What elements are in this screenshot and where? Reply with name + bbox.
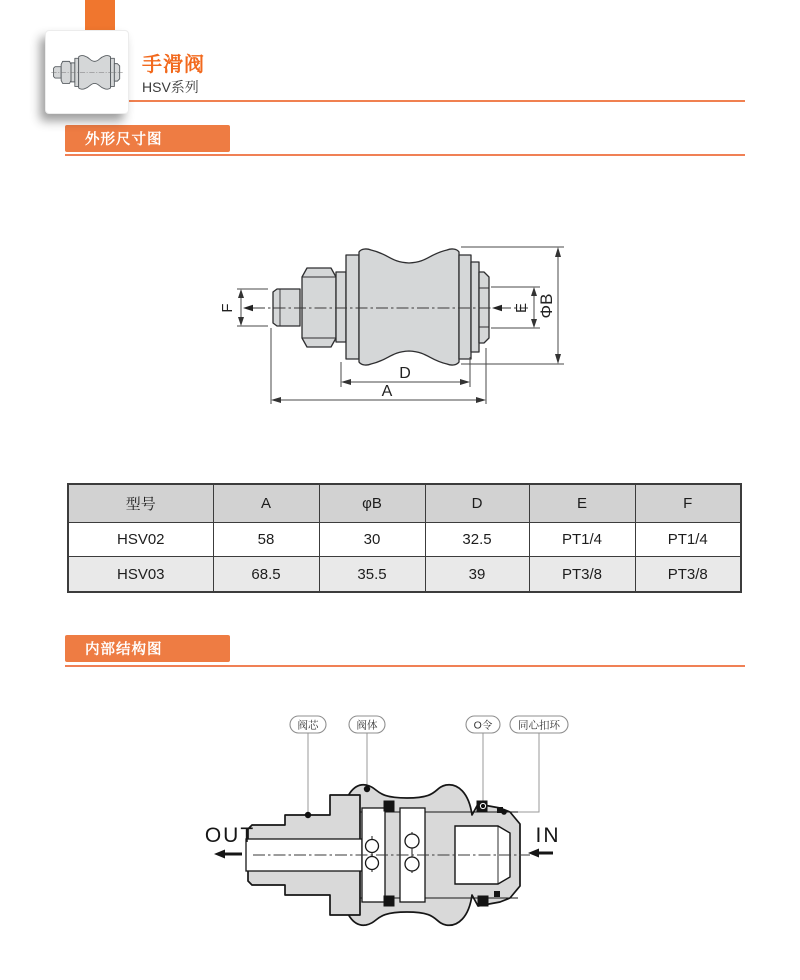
table-cell: 58 xyxy=(213,523,319,557)
section-divider-internal xyxy=(65,665,745,667)
table-cell: 35.5 xyxy=(319,557,425,593)
table-cell: PT3/8 xyxy=(635,557,741,593)
dimension-label-phib: ΦB xyxy=(537,293,556,319)
callout-valve-core xyxy=(290,716,326,733)
callout-label-valve-core: 阀芯 xyxy=(297,719,319,732)
table-header-f: F xyxy=(635,484,741,523)
title-divider xyxy=(127,100,745,102)
table-cell: PT1/4 xyxy=(529,523,635,557)
table-row-hsv02 xyxy=(68,523,741,557)
section-divider-outline xyxy=(65,154,745,156)
table-cell: 68.5 xyxy=(213,557,319,593)
table-cell: PT1/4 xyxy=(635,523,741,557)
table-cell: HSV03 xyxy=(68,557,213,593)
callout-label-valve-body: 阀体 xyxy=(356,719,378,732)
callout-label-o-ring: O令 xyxy=(473,719,493,732)
out-arrow xyxy=(214,850,225,859)
table-cell: PT3/8 xyxy=(529,557,635,593)
table-cell: 39 xyxy=(425,557,529,593)
dimension-label-a: A xyxy=(381,383,393,400)
product-thumbnail-card xyxy=(45,30,129,114)
callout-label-snap-ring: 同心扣环 xyxy=(518,719,560,732)
internal-structure-diagram xyxy=(180,700,600,962)
brand-tab xyxy=(85,0,115,30)
callout-o-ring xyxy=(466,716,500,733)
callout-snap-ring xyxy=(510,716,568,733)
section-header-outline xyxy=(65,125,230,152)
in-arrow xyxy=(528,849,539,858)
table-header-row xyxy=(68,484,741,523)
page-title: 手滑阀 xyxy=(142,54,205,76)
out-label: OUT xyxy=(204,824,256,847)
table-header-model: 型号 xyxy=(68,484,213,523)
dimension-label-d: D xyxy=(399,365,411,382)
section-header-outline-label: 外形尺寸图 xyxy=(85,132,163,148)
table-header-e: E xyxy=(529,484,635,523)
outline-dimension-diagram xyxy=(205,225,585,425)
in-label: IN xyxy=(535,824,561,847)
section-header-internal-label: 内部结构图 xyxy=(85,642,163,658)
table-header-a: A xyxy=(213,484,319,523)
table-header-d: D xyxy=(425,484,529,523)
dimension-table xyxy=(67,483,742,593)
table-cell: HSV02 xyxy=(68,523,213,557)
table-row-hsv03 xyxy=(68,557,741,593)
callout-valve-body xyxy=(349,716,385,733)
table-cell: 30 xyxy=(319,523,425,557)
table-cell: 32.5 xyxy=(425,523,529,557)
section-header-internal xyxy=(65,635,230,662)
dimension-label-e: E xyxy=(513,302,530,314)
series-subtitle: HSV系列 xyxy=(142,79,199,95)
dimension-label-f: F xyxy=(219,303,236,313)
valve-thumbnail-image xyxy=(49,39,125,105)
table-header-phib: φB xyxy=(319,484,425,523)
